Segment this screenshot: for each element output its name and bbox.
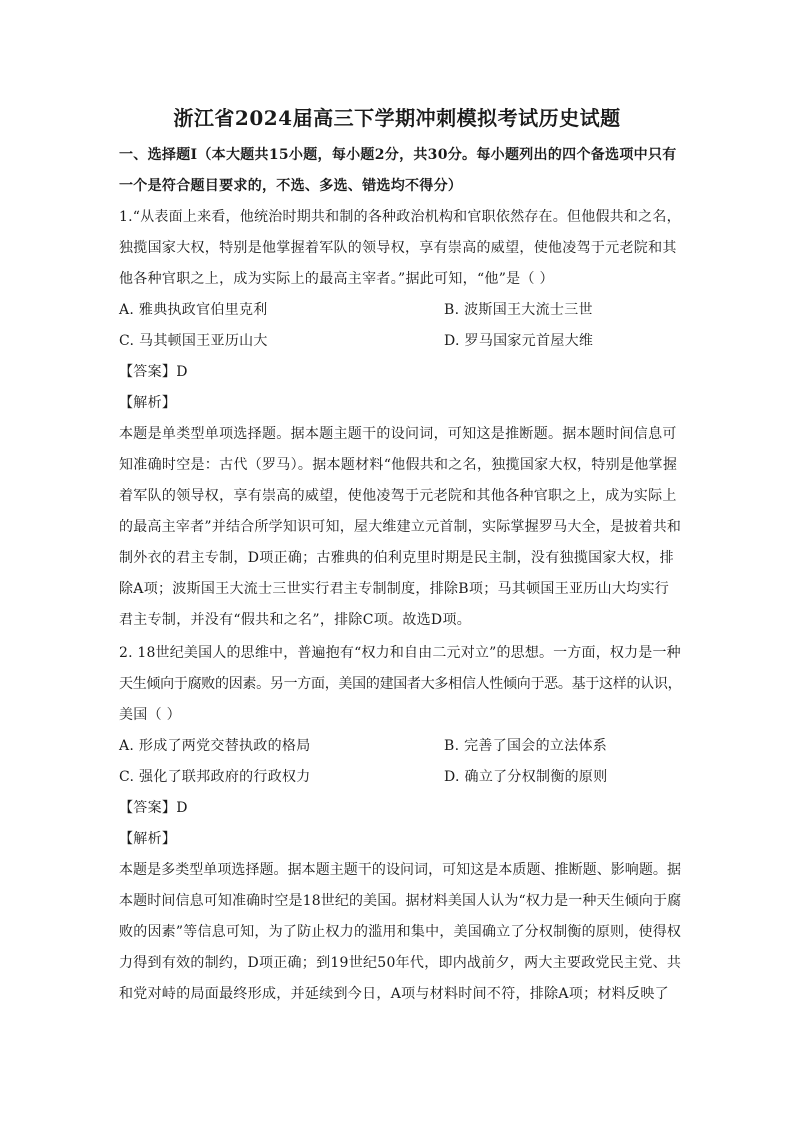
q1-analysis-line-5: 制外衣的君主专制，D项正确；古雅典的伯利克里时期是民主制，没有独揽国家大权，排 <box>119 550 674 566</box>
q2-analysis-line-3: 败的因素”等信息可知，为了防止权力的滥用和集中，美国确立了分权制衡的原则，使得权 <box>119 924 682 940</box>
q1-analysis-line-6: 除A项；波斯国王大流士三世实行君主专制制度，排除B项；马其顿国王亚历山大均实行 <box>119 581 670 597</box>
q1-analysis-line-7: 君主专制，并没有“假共和之名”，排除C项。故选D项。 <box>119 612 472 628</box>
q1-stem-line-3: 他各种官职之上，成为实际上的最高主宰者。”据此可知，“他”是（ ） <box>119 271 554 287</box>
q1-analysis-line-2: 知准确时空是：古代（罗马）。据本题材料“他假共和之名，独揽国家大权，特别是他掌握 <box>119 457 678 473</box>
section-heading-line-2: 一个是符合题目要求的，不选、多选、错选均不得分） <box>119 178 463 194</box>
q1-option-b: B. 波斯国王大流士三世 <box>444 302 593 318</box>
q2-option-d: D. 确立了分权制衡的原则 <box>444 769 608 785</box>
q1-stem-line-2: 独揽国家大权，特别是他掌握着军队的领导权，享有崇高的威望，使他凌驾于元老院和其 <box>119 240 677 256</box>
q2-stem-line-2: 天生倾向于腐败的因素。另一方面，美国的建国者大多相信人性倾向于恶。基于这样的认识， <box>119 676 682 692</box>
q2-option-c: C. 强化了联邦政府的行政权力 <box>119 769 311 785</box>
q1-option-c: C. 马其顿国王亚历山大 <box>119 333 268 349</box>
q1-analysis-label: 【解析】 <box>119 395 177 411</box>
q1-analysis-line-3: 着军队的领导权，享有崇高的威望，使他凌驾于元老院和其他各种官职之上，成为实际上 <box>119 488 677 504</box>
page-title: 浙江省2024届高三下学期冲刺模拟考试历史试题 <box>173 106 621 130</box>
q1-stem-line-1: 1.“从表面上来看，他统治时期共和制的各种政治机构和官职依然存在。但他假共和之名， <box>119 209 681 225</box>
q2-analysis-line-4: 力得到有效的制约，D项正确；到19世纪50年代，即内战前夕，两大主要政党民主党、共 <box>119 955 682 971</box>
q1-option-d: D. 罗马国家元首屋大维 <box>444 333 594 349</box>
q1-option-a: A. 雅典执政官伯里克利 <box>119 302 268 318</box>
q2-analysis-line-5: 和党对峙的局面最终形成，并延续到今日，A项与材料时间不符，排除A项；材料反映了 <box>119 986 669 1002</box>
q1-analysis-line-4: 的最高主宰者”并结合所学知识可知，屋大维建立元首制，实际掌握罗马大全，是披着共和 <box>119 519 682 535</box>
q2-analysis-label: 【解析】 <box>119 831 177 847</box>
section-heading-line-1: 一、选择题Ⅰ（本大题共15小题，每小题2分，共30分。每小题列出的四个备选项中只有 <box>119 147 677 163</box>
q1-answer: 【答案】D <box>119 364 188 380</box>
q2-stem-line-1: 2. 18世纪美国人的思维中，普遍抱有“权力和自由二元对立”的思想。一方面，权力是一种 <box>119 645 681 661</box>
q2-analysis-line-2: 本题时间信息可知准确时空是18世纪的美国。据材料美国人认为“权力是一种天生倾向于腐 <box>119 893 682 909</box>
q2-option-a: A. 形成了两党交替执政的格局 <box>119 738 311 754</box>
q2-analysis-line-1: 本题是多类型单项选择题。据本题主题干的设问词，可知这是本质题、推断题、影响题。据 <box>119 862 681 878</box>
q1-analysis-line-1: 本题是单类型单项选择题。据本题主题干的设问词，可知这是推断题。据本题时间信息可 <box>119 426 677 442</box>
q2-option-b: B. 完善了国会的立法体系 <box>444 738 608 754</box>
q2-stem-line-3: 美国（ ） <box>119 707 181 723</box>
q2-answer: 【答案】D <box>119 800 188 816</box>
